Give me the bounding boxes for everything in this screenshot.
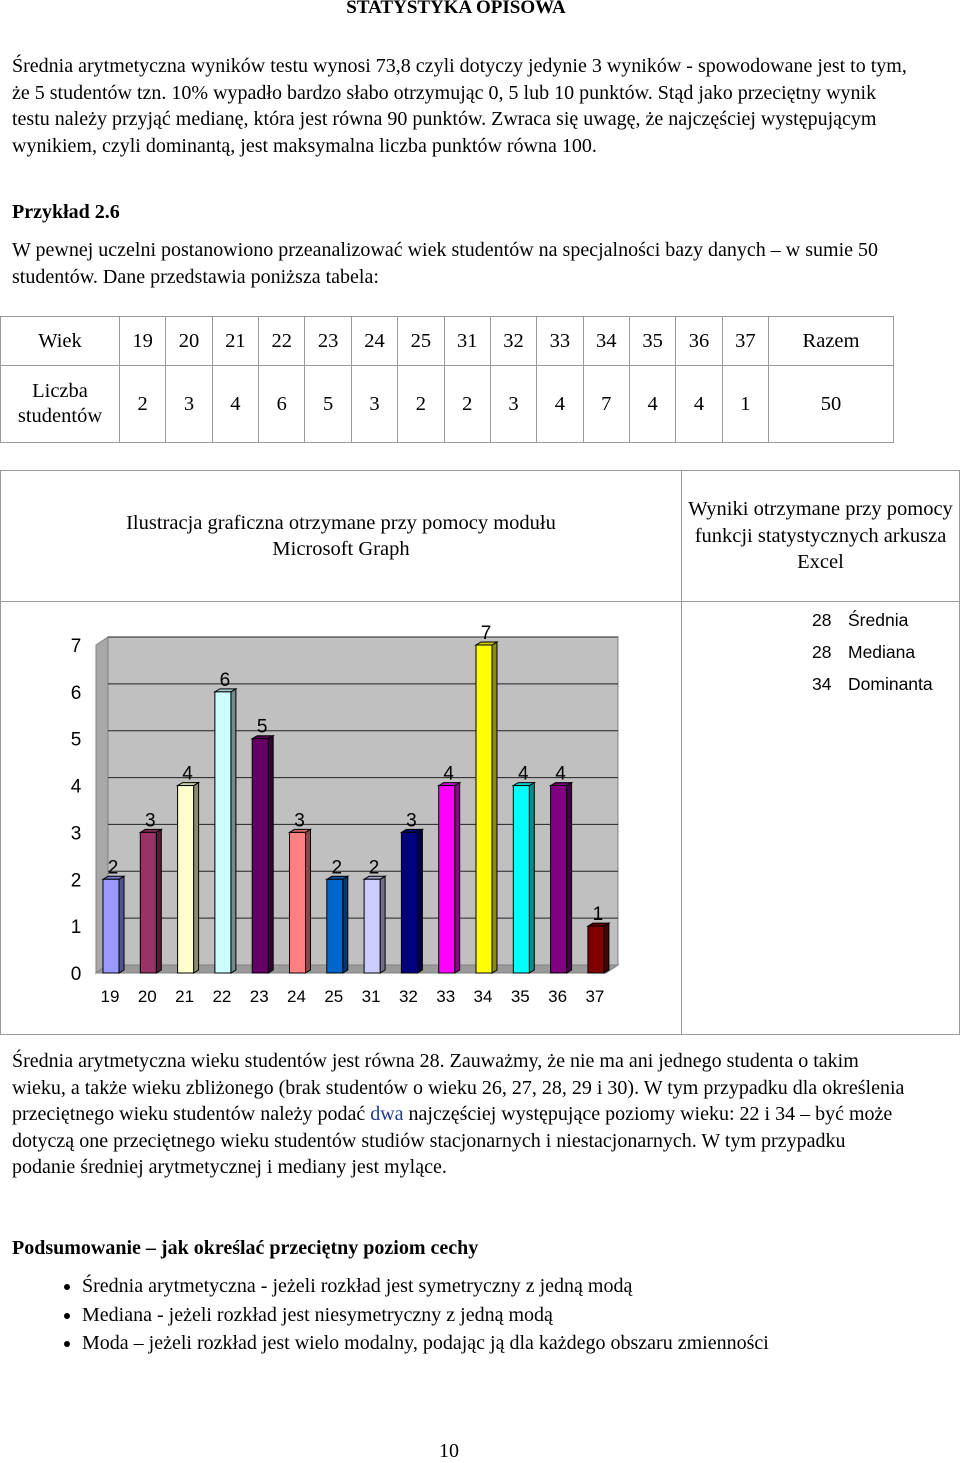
- count-cell: 4: [629, 366, 675, 443]
- data-label: 7: [480, 623, 492, 644]
- chart-floor: [96, 965, 618, 973]
- y-tick-label: 1: [70, 917, 82, 939]
- count-row-label: Liczba studentów: [1, 366, 120, 443]
- data-label: 3: [145, 810, 156, 832]
- x-tick-label: 36: [548, 987, 568, 1006]
- count-cell: 6: [259, 366, 305, 443]
- bar: [178, 786, 194, 973]
- bar: [327, 879, 343, 973]
- bar: [551, 786, 567, 973]
- age-cell: 21: [212, 317, 258, 366]
- bar-side: [492, 642, 497, 973]
- x-tick-label: 33: [436, 987, 456, 1006]
- stat-median-value: 28: [812, 642, 832, 662]
- age-cell: 33: [537, 317, 583, 366]
- caption-right: Wyniki otrzymane przy pomocy funkcji statystycznych arkusza Excel: [688, 498, 953, 574]
- bar: [439, 786, 455, 973]
- count-cell: 4: [537, 366, 583, 443]
- age-cell: 31: [444, 317, 490, 366]
- age-cell: 37: [722, 317, 768, 366]
- x-tick-label: 22: [212, 987, 232, 1006]
- count-cell: 4: [676, 366, 722, 443]
- page-header: STATYSTYKA OPISOWA: [346, 0, 566, 18]
- bar: [513, 786, 529, 973]
- stat-median: [812, 642, 915, 663]
- example-text: W pewnej uczelni postanowiono przeanalizować wiek studentów na specjalności bazy danych – w sumie 50 studentów. Dane przedstawia poniższa tabela:: [12, 239, 879, 288]
- data-label: 2: [107, 857, 119, 879]
- data-label: 3: [406, 810, 417, 832]
- y-tick-label: 7: [70, 636, 82, 657]
- x-tick-label: 25: [324, 987, 344, 1006]
- y-tick-label: 5: [70, 729, 82, 751]
- data-label: 2: [368, 857, 380, 879]
- bar-side: [529, 783, 534, 973]
- y-tick-label: 3: [70, 823, 82, 845]
- bar-side: [119, 876, 124, 973]
- count-cell: 1: [722, 366, 768, 443]
- x-tick-label: 21: [175, 987, 195, 1006]
- x-tick-label: 37: [585, 987, 605, 1006]
- stat-mean-value: 28: [812, 610, 832, 630]
- summary-item: • Średnia arytmetyczna - jeżeli rozkład jest symetryczny z jedną modą: [82, 1272, 769, 1301]
- count-cell: 3: [166, 366, 212, 443]
- stat-mode-label: Dominanta: [848, 674, 933, 694]
- y-tick-label: 4: [70, 776, 82, 798]
- bar-side: [156, 829, 161, 973]
- bar: [364, 879, 380, 973]
- conclusion-paragraph: [12, 1048, 912, 1181]
- caption-left: Ilustracja graficzna otrzymane przy pomocy modułu Microsoft Graph: [126, 511, 556, 560]
- x-tick-label: 32: [398, 987, 418, 1006]
- data-label: 1: [592, 904, 604, 926]
- stat-mean: [812, 610, 908, 631]
- intro-paragraph: Średnia arytmetyczna wyników testu wynosi 73,8 czyli dotyczy jedynie 3 wyników - spowodowane jest to tym, że 5 studentów tzn. 10% wypadło bardzo słabo otrzymując 0, 5 lub 10 punktów. Stąd jako przeciętny wynik testu należy przyjąć medianę, która jest równa 90 punktów. Zwraca się uwagę, że najczęściej występującym wynikiem, czyli dominantą, jest maksymalna liczba punktów równa 100.: [12, 55, 907, 157]
- summary-title: Podsumowanie – jak określać przeciętny poziom cechy: [12, 1237, 479, 1259]
- data-label: 2: [331, 857, 343, 879]
- count-cell: 3: [351, 366, 397, 443]
- age-row-label: Wiek: [1, 317, 120, 366]
- bar-side: [567, 783, 572, 973]
- data-label: 3: [294, 810, 305, 832]
- bar: [401, 832, 417, 973]
- count-cell: 4: [212, 366, 258, 443]
- bar-side: [268, 736, 273, 973]
- x-tick-label: 19: [100, 987, 120, 1006]
- age-cell: 22: [259, 317, 305, 366]
- age-cell: 35: [629, 317, 675, 366]
- bar: [140, 832, 156, 973]
- age-cell: 34: [583, 317, 629, 366]
- conclusion-text-1: Średnia arytmetyczna wieku studentów jest równa 28. Zauważmy, że nie ma ani jednego studenta o takim wieku, a także wieku zbliżonego (brak studentów o wieku 26, 27, 28, 29 i 30). W tym przypadku dla określenia przeciętnego wieku studentów należy podać: [12, 1050, 905, 1125]
- total-label-cell: Razem: [769, 317, 894, 366]
- count-cell: 7: [583, 366, 629, 443]
- conclusion-highlight: dwa: [370, 1103, 404, 1125]
- stat-median-label: Mediana: [848, 642, 916, 662]
- example-title: Przykład 2.6: [12, 201, 120, 223]
- age-cell: 32: [490, 317, 536, 366]
- data-label: 4: [182, 763, 193, 785]
- bar-side: [306, 829, 311, 973]
- y-tick-label: 0: [70, 964, 82, 985]
- age-cell: 24: [351, 317, 397, 366]
- x-tick-label: 24: [287, 987, 306, 1006]
- bar-side: [194, 783, 199, 973]
- bar: [252, 739, 268, 973]
- bar: [290, 832, 306, 973]
- page-number: 10: [439, 1440, 459, 1462]
- bar-side: [604, 923, 609, 973]
- summary-item: • Moda – jeżeli rozkład jest wielo modalny, podając ją dla każdego obszaru zmienności: [82, 1329, 769, 1358]
- x-tick-label: 23: [249, 987, 269, 1006]
- age-cell: 23: [305, 317, 351, 366]
- age-cell: 19: [120, 317, 166, 366]
- y-tick-label: 2: [70, 870, 82, 892]
- summary-item: • Mediana - jeżeli rozkład jest niesymetryczny z jedną modą: [82, 1301, 769, 1330]
- stat-mean-label: Średnia: [848, 610, 909, 630]
- x-tick-label: 31: [361, 987, 381, 1006]
- count-cell: 2: [444, 366, 490, 443]
- age-cell: 36: [676, 317, 722, 366]
- data-label: 4: [443, 763, 454, 785]
- x-tick-label: 34: [473, 987, 493, 1006]
- bar: [215, 692, 231, 973]
- count-cell: 3: [490, 366, 536, 443]
- bar-side: [231, 689, 236, 973]
- stat-mode-value: 34: [812, 674, 832, 694]
- count-cell: 5: [305, 366, 351, 443]
- bar: [588, 926, 604, 973]
- data-label: 6: [219, 669, 231, 691]
- bar: [476, 645, 492, 973]
- x-tick-label: 35: [510, 987, 530, 1006]
- conclusion-text-2: najczęściej występujące poziomy wieku: 22 i 34 – być może dotyczą one przeciętnego wieku studentów studiów stacjonarnych i niestacjonarnych. W tym przypadku podanie średniej arytmetycznej i mediany jest mylące.: [12, 1103, 893, 1178]
- bar-side: [417, 829, 422, 973]
- data-label: 4: [518, 763, 529, 785]
- stat-mode: [812, 674, 933, 695]
- count-cell: 2: [398, 366, 444, 443]
- x-tick-label: 20: [137, 987, 157, 1006]
- age-cell: 25: [398, 317, 444, 366]
- total-cell: 50: [769, 366, 894, 443]
- bar-side: [343, 876, 348, 973]
- bar-side: [380, 876, 385, 973]
- y-tick-label: 6: [70, 682, 82, 704]
- data-label: 4: [555, 763, 566, 785]
- count-cell: 2: [120, 366, 166, 443]
- summary-list: [0, 1272, 769, 1358]
- bar: [103, 879, 119, 973]
- data-label: 5: [256, 716, 268, 738]
- bar-side: [455, 783, 460, 973]
- age-cell: 20: [166, 317, 212, 366]
